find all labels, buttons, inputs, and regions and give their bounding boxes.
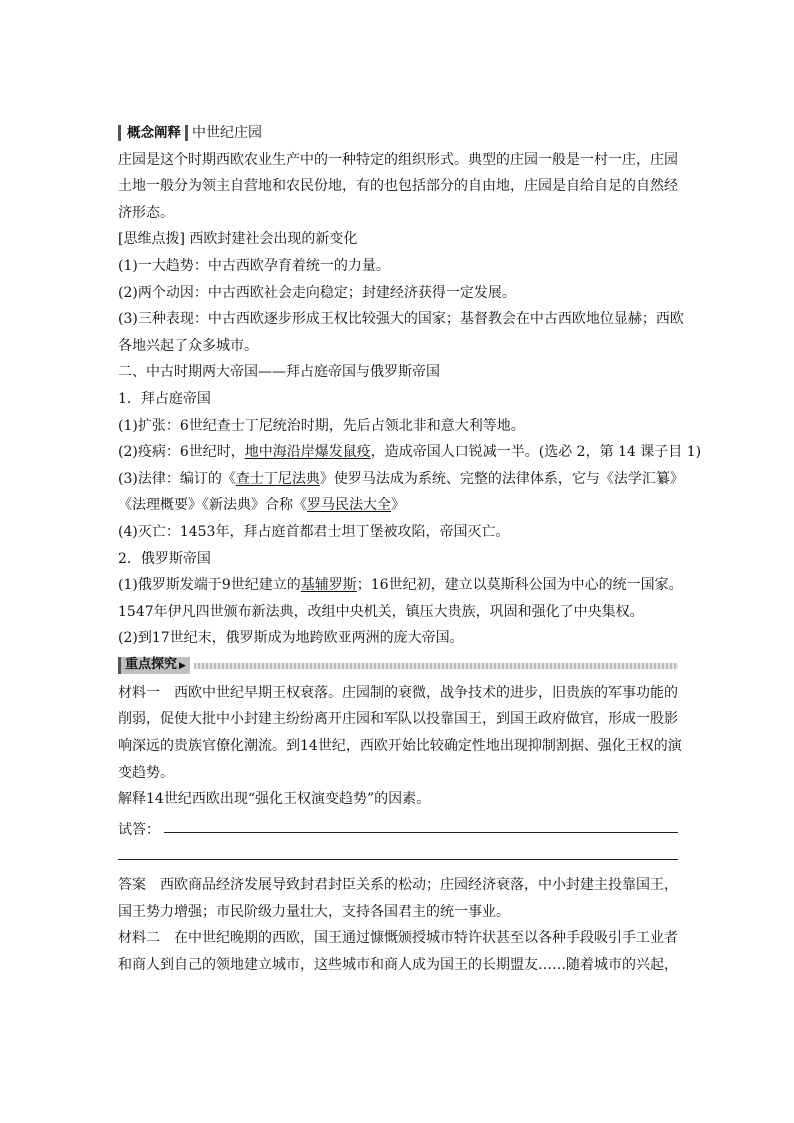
material-line: 响深远的贵族官僚化潮流。到14世纪，西欧开始比较确定性地出现抑制割据、强化王权的演	[118, 738, 682, 755]
text-segment: ，造成帝国人口锐减一半。(选必 2，第 14 课子目 1)	[370, 444, 702, 461]
section-divider	[194, 663, 678, 669]
material-line: 材料二 在中世纪晚期的西欧，国王通过慷慨颁授城市特许状甚至以各种手段吸引手工业者	[118, 930, 678, 947]
answer-input-line[interactable]	[164, 832, 678, 833]
text-segment: (2)疫病：6世纪时，	[118, 444, 245, 461]
concept-line: 济形态。	[118, 204, 174, 221]
answer-input-line-2[interactable]	[118, 839, 678, 866]
thinking-line: (2)两个动因：中古西欧社会走向稳定；封建经济获得一定发展。	[118, 284, 516, 301]
thinking-line: (1)一大趋势：中古西欧孕育着统一的力量。	[118, 257, 390, 274]
byzantine-law-cont	[118, 492, 678, 519]
underlined-term: 基辅罗斯	[300, 577, 357, 594]
explore-tag	[118, 657, 190, 674]
triangle-right-icon: ▶	[179, 661, 186, 672]
underlined-term: 地中海沿岸爆发鼠疫	[244, 444, 371, 461]
thinking-line: 各地兴起了众多城市。	[118, 337, 258, 354]
concept-heading	[118, 120, 678, 147]
text-segment: (1)俄罗斯发端于9世纪建立的	[118, 577, 301, 594]
question: 解释14世纪西欧出现“强化王权演变趋势”的因素。	[118, 791, 431, 808]
material-line: 削弱，促使大批中小封建主纷纷离开庄园和军队以投靠国王，到国王政府做官，形成一股影	[118, 711, 678, 728]
text-segment: 》使罗马法成为系统、完整的法律体系，它与《法学汇纂》	[319, 470, 684, 487]
explore-heading	[118, 658, 678, 674]
text-segment: 》	[391, 497, 405, 514]
russia-line: (2)到17世纪末，俄罗斯成为地跨欧亚两洲的庞大帝国。	[118, 630, 464, 647]
concept-title: 中世纪庄园	[192, 125, 262, 141]
text-segment: ；16世纪初，建立以莫斯科公国为中心的统一国家。	[356, 577, 683, 594]
russia-origin	[118, 572, 683, 599]
russia-title: 2．俄罗斯帝国	[118, 550, 211, 567]
material-line: 和商人到自己的领地建立城市，这些城市和商人成为国王的长期盟友……随着城市的兴起，	[118, 956, 678, 973]
byzantine-expansion: (1)扩张：6世纪查士丁尼统治时期，先后占领北非和意大利等地。	[118, 417, 525, 434]
concept-line: 庄园是这个时期西欧农业生产中的一种特定的组织形式。典型的庄园一般是一村一庄，庄园	[118, 151, 678, 168]
material-line: 变趋势。	[118, 764, 174, 781]
concept-tag: 概念阐释	[118, 125, 188, 141]
explore-tag-text: 重点探究	[125, 657, 178, 673]
text-segment: 《法理概要》《新法典》合称《	[118, 497, 307, 514]
byzantine-law	[118, 466, 684, 493]
underlined-term: 罗马民法大全	[307, 497, 391, 514]
byzantine-plague	[118, 439, 702, 466]
concept-line: 土地一般分为领主自营地和农民份地，有的也包括部分的自由地，庄园是自给自足的自然经	[118, 178, 678, 195]
section-title: 二、中古时期两大帝国——拜占庭帝国与俄罗斯帝国	[118, 364, 440, 381]
answer-line: 答案 西欧商品经济发展导致封君封臣关系的松动；庄园经济衰落，中小封建主投靠国王，	[118, 877, 678, 894]
try-answer-row	[118, 813, 678, 840]
page-content	[118, 120, 702, 978]
thinking-heading: [思维点拨] 西欧封建社会出现的新变化	[118, 231, 358, 248]
answer-line: 国王势力增强；市民阶级力量壮大，支持各国君主的统一事业。	[118, 903, 510, 920]
try-label: 试答：	[118, 822, 160, 839]
underlined-term: 查士丁尼法典	[235, 470, 320, 487]
text-segment: (3)法律：编订的《	[118, 470, 236, 487]
byzantine-fall: (4)灭亡：1453年，拜占庭首都君士坦丁堡被攻陷，帝国灭亡。	[118, 523, 510, 540]
thinking-line: (3)三种表现：中古西欧逐步形成王权比较强大的国家；基督教会在中古西欧地位显赫；西欧	[118, 311, 684, 328]
russia-line: 1547年伊凡四世颁布新法典，改组中央机关，镇压大贵族，巩固和强化了中央集权。	[118, 603, 644, 620]
byzantine-title: 1．拜占庭帝国	[118, 390, 211, 407]
material-line: 材料一 西欧中世纪早期王权衰落。庄园制的衰微，战争技术的进步，旧贵族的军事功能的	[118, 684, 678, 701]
